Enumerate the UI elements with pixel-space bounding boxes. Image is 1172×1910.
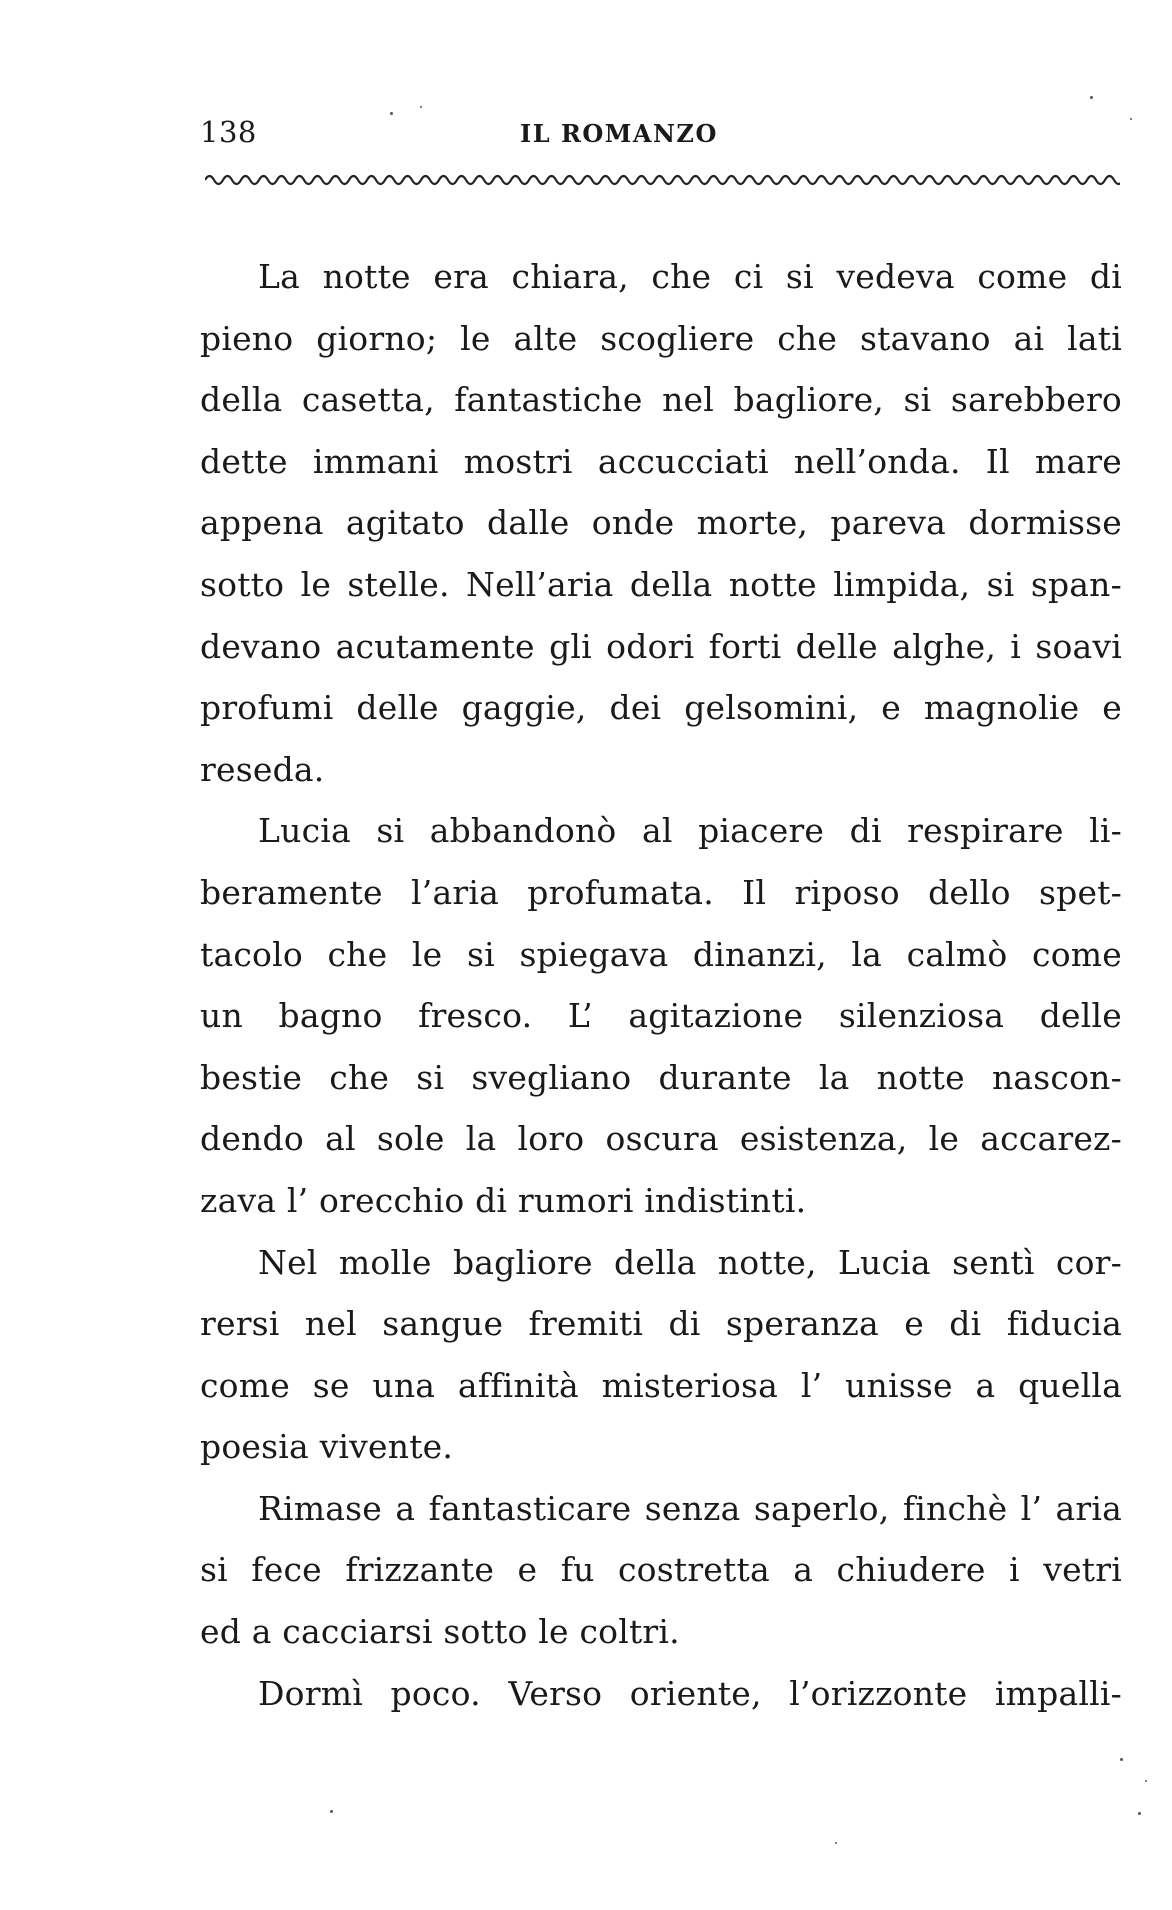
text-line: reseda. (200, 749, 325, 789)
scan-speck (330, 1810, 333, 1813)
text-line: come se una affinità misteriosa l’ unisse a quella (200, 1365, 1122, 1405)
text-line: beramente l’aria profumata. Il riposo dello spet- (200, 872, 1122, 912)
body-text (200, 246, 1122, 1724)
text-line: appena agitato dalle onde morte, pareva dormisse (200, 503, 1122, 543)
text-line: dette immani mostri accucciati nell’onda. Il mare (200, 441, 1122, 481)
text-line: si fece frizzante e fu costretta a chiudere i vetri (200, 1550, 1122, 1590)
scan-speck (1120, 1758, 1123, 1761)
text-line: devano acutamente gli odori forti delle alghe, i soavi (200, 626, 1122, 666)
scan-speck (1145, 1780, 1147, 1782)
text-line: La notte era chiara, che ci si vedeva come di (258, 257, 1122, 296)
page-number: 138 (200, 115, 257, 149)
text-line: dendo al sole la loro oscura esistenza, le accarez- (200, 1119, 1122, 1159)
scan-speck (1130, 118, 1132, 120)
text-line: un bagno fresco. L’ agitazione silenziosa delle (200, 996, 1122, 1036)
text-line: profumi delle gaggie, dei gelsomini, e magnolie e (200, 688, 1122, 728)
text-line: pieno giorno; le alte scogliere che stavano ai lati (200, 318, 1122, 358)
text-line: zava l’ orecchio di rumori indistinti. (200, 1180, 807, 1220)
text-line: bestie che si svegliano durante la notte nascon- (200, 1057, 1122, 1097)
text-line: Dormì poco. Verso oriente, l’orizzonte impalli- (258, 1673, 1122, 1713)
text-line: tacolo che le si spiegava dinanzi, la calmò come (200, 934, 1122, 974)
text-line: ed a cacciarsi sotto le coltri. (200, 1612, 680, 1652)
text-line: poesia vivente. (200, 1427, 454, 1467)
running-title: IL ROMANZO (520, 119, 718, 148)
text-line: Nel molle bagliore della notte, Lucia sentì cor- (258, 1242, 1122, 1282)
text-line: sotto le stelle. Nell’aria della notte limpida, si span- (200, 564, 1122, 604)
text-line: rersi nel sangue fremiti di speranza e di fiducia (200, 1304, 1122, 1344)
scan-speck (835, 1842, 837, 1844)
text-line: Lucia si abbandonò al piacere di respirare li- (258, 811, 1122, 851)
scan-speck (1138, 1812, 1141, 1815)
scan-speck (420, 106, 422, 108)
scan-speck (1090, 96, 1093, 99)
text-line: Rimase a fantasticare senza saperlo, finchè l’ aria (258, 1488, 1122, 1528)
text-line: della casetta, fantastiche nel bagliore, si sarebbero (200, 380, 1122, 420)
ornamental-wavy-rule (205, 168, 1120, 192)
scan-speck (390, 112, 393, 115)
